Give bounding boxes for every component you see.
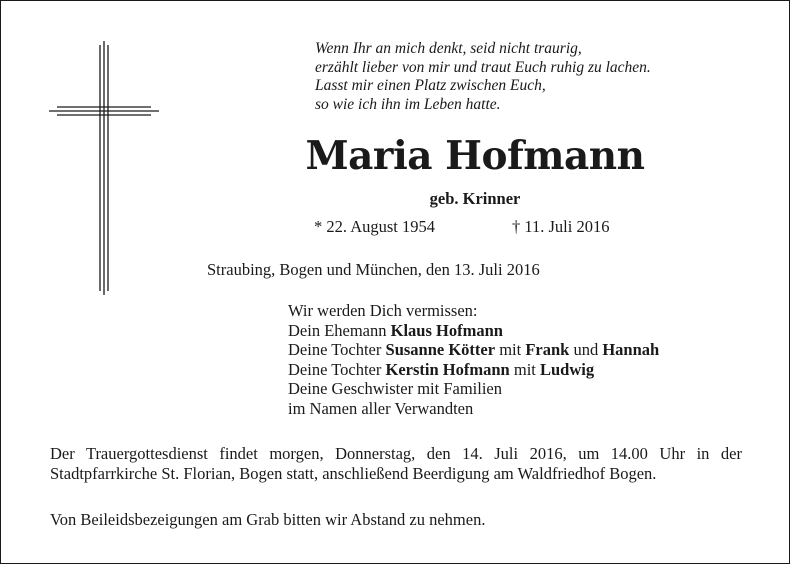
birth-date: * 22. August 1954 — [314, 217, 436, 236]
mourners-intro: Wir werden Dich vermissen: — [288, 301, 478, 320]
poem-line: Lasst mir einen Platz zwischen Euch, — [315, 77, 546, 95]
service-announcement: Der Trauergottesdienst findet morgen, Donnerstag, den 14. Juli 2016, um 14.00 Uhr in der Stadtpfarrkirche St. Florian, Bogen statt, anschließend Beerdigung am Waldfriedhof Bogen. — [50, 444, 742, 483]
connector-text: und — [569, 340, 603, 359]
mourner-relation: Dein Ehemann — [288, 320, 391, 340]
mourner-name: Susanne Kötter — [385, 340, 496, 359]
mourner-relation: Deine Tochter — [288, 359, 386, 379]
mourner-name: Kerstin Hofmann — [385, 359, 510, 379]
mourner-name: Klaus Hofmann — [390, 320, 503, 340]
mourner-name: Frank — [525, 340, 570, 359]
condolence-note: Von Beileidsbezeigungen am Grab bitten wir Abstand zu nehmen. — [50, 510, 486, 529]
death-date: † 11. Juli 2016 — [512, 217, 610, 236]
connector-text: mit — [495, 340, 526, 359]
mourner-line — [288, 360, 659, 380]
poem-line: erzählt lieber von mir und traut Euch ruhig zu lachen. — [315, 58, 651, 76]
deceased-name: Maria Hofmann — [305, 133, 645, 179]
mourner-name: Ludwig — [540, 359, 595, 379]
poem-line: Wenn Ihr an mich denkt, seid nicht traurig, — [315, 40, 582, 57]
mourner-line — [288, 321, 659, 341]
mourner-relation: Deine Tochter — [288, 340, 386, 359]
poem — [315, 40, 755, 115]
mourner-line: Deine Geschwister mit Familien — [288, 379, 502, 398]
connector-text: mit — [509, 359, 540, 379]
place-and-date: Straubing, Bogen und München, den 13. Juli 2016 — [207, 260, 540, 279]
mourner-line: im Namen aller Verwandten — [288, 398, 474, 418]
mourners-list — [288, 301, 659, 418]
poem-line: so wie ich ihn im Leben hatte. — [315, 96, 501, 114]
mourner-line — [288, 340, 659, 360]
maiden-name: geb. Krinner — [429, 189, 521, 208]
mourner-name: Hannah — [602, 340, 660, 359]
